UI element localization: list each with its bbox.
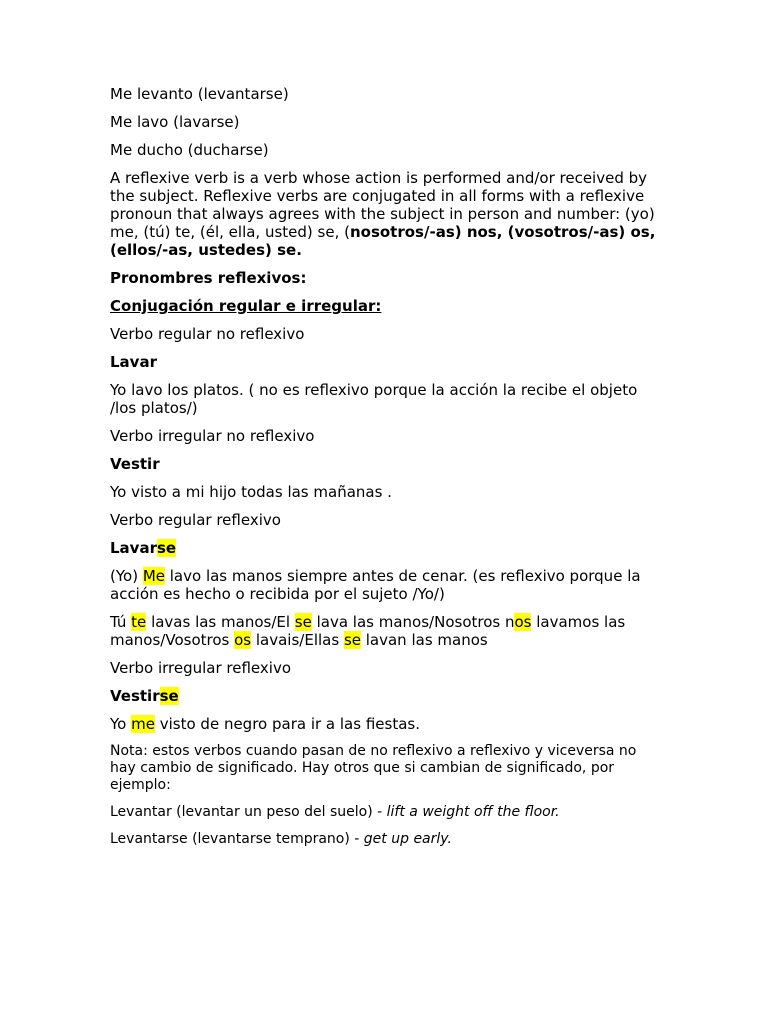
definition-paragraph: [110, 169, 662, 259]
verb-lavarse-base: Lavar: [110, 539, 157, 557]
conj-pronoun-te: te: [131, 613, 147, 631]
document-body: [110, 85, 662, 858]
example-lavarse-pre: (Yo): [110, 567, 143, 585]
definition-text: A reflexive verb is a verb whose action is performed and/or received by the subject. Reflexive verbs are conjugated in all forms with a reflexive pronoun that always agrees with the subject in person and number: (yo) me, (tú) te, (él, ella, usted) se, (: [110, 169, 655, 241]
heading-conjugacion: Conjugación regular e irregular:: [110, 297, 382, 315]
example-levantar-text: Levantar (levantar un peso del suelo) -: [110, 804, 387, 820]
conj-part: lavais/Ellas: [251, 631, 344, 649]
section-title-regular-reflexivo: Verbo regular reflexivo: [110, 511, 281, 529]
line-ducharse: Me ducho (ducharse): [110, 141, 269, 159]
example-lavarse-pronoun: Me: [142, 567, 165, 585]
verb-lavarse-suffix: se: [156, 539, 177, 557]
example-vestirse: [110, 715, 662, 733]
example-vestirse-pronoun: me: [131, 715, 155, 733]
conj-part: lavan las manos: [360, 631, 488, 649]
conj-pronoun-nos: os: [514, 613, 532, 631]
conjugation-lavarse: [110, 613, 662, 649]
example-levantar-translation: lift a weight off the floor.: [386, 804, 560, 820]
heading-pronombres: Pronombres reflexivos:: [110, 269, 307, 287]
conj-pronoun-os: os: [234, 631, 252, 649]
definition-bold-text: nosotros/-as) nos, (vosotros/-as) os, (ellos/-as, ustedes) se.: [110, 223, 656, 259]
line-lavarse: Me lavo (lavarse): [110, 113, 240, 131]
example-levantarse-translation: get up early.: [363, 831, 452, 847]
section-title-irregular-no-reflexivo: Verbo irregular no reflexivo: [110, 427, 315, 445]
conj-part: Tú: [110, 613, 132, 631]
example-levantarse-text: Levantarse (levantarse temprano) -: [110, 831, 364, 847]
example-vestir: Yo visto a mi hijo todas las mañanas .: [110, 483, 392, 501]
example-lavarse-post: lavo las manos siempre antes de cenar. (es reflexivo porque la acción es hecho o recibida por el sujeto /Yo/): [110, 567, 641, 603]
conj-part: lavas las manos/El: [146, 613, 295, 631]
example-lavarse: [110, 567, 662, 603]
verb-vestirse: [110, 687, 662, 705]
conj-part: lava las manos/Nosotros n: [311, 613, 515, 631]
example-vestirse-pre: Yo: [110, 715, 132, 733]
verb-lavarse: [110, 539, 662, 557]
conj-pronoun-se-plural: se: [343, 631, 361, 649]
verb-vestirse-suffix: se: [159, 687, 179, 705]
section-title-irregular-reflexivo: Verbo irregular reflexivo: [110, 659, 291, 677]
example-levantar: [110, 804, 662, 821]
example-vestirse-post: visto de negro para ir a las fiestas.: [154, 715, 420, 733]
example-lavar: Yo lavo los platos. ( no es reflexivo porque la acción la recibe el objeto /los platos/): [110, 381, 638, 417]
section-title-regular-no-reflexivo: Verbo regular no reflexivo: [110, 325, 305, 343]
verb-lavar: Lavar: [110, 353, 157, 371]
conj-part: lavamos las manos/Vosotros: [110, 613, 626, 649]
example-levantarse: [110, 831, 662, 848]
verb-vestirse-base: Vestir: [110, 687, 160, 705]
nota-paragraph: Nota: estos verbos cuando pasan de no reflexivo a reflexivo y viceversa no hay cambio de significado. Hay otros que si cambian de significado, por ejemplo:: [110, 743, 637, 793]
line-levantarse: Me levanto (levantarse): [110, 85, 289, 103]
conj-pronoun-se: se: [294, 613, 312, 631]
verb-vestir: Vestir: [110, 455, 160, 473]
